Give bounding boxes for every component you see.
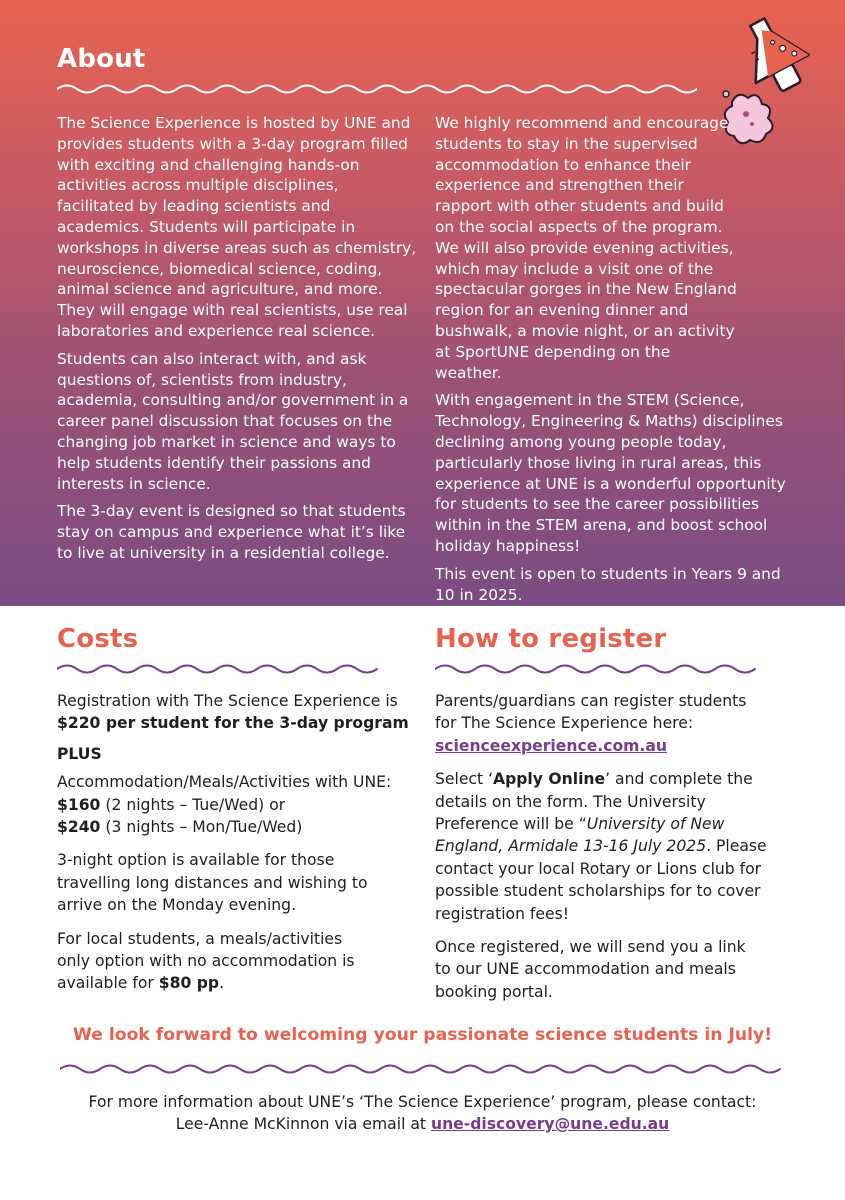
about-wave-divider xyxy=(57,82,697,96)
register-instructions xyxy=(435,768,785,925)
option-2-night-price: $160 xyxy=(57,795,101,814)
registration-price: $220 per student for the 3-day program xyxy=(57,714,409,733)
about-paragraph: Students can also interact with, and ask questions of, scientists from industry, academia, consulting and/or government in a career panel discussion that focuses on the changing job market in science and ways to help students identify their passions and interests in science. xyxy=(57,349,409,493)
preference-post: . Please contact your local Rotary or Lions club for possible student scholarships for to cover registration fees! xyxy=(435,837,767,923)
costs-body xyxy=(57,690,417,1006)
about-paragraph: This event is open to students in Years 9 and 10 in 2025. xyxy=(435,564,781,604)
option-3-night-price: $240 xyxy=(57,818,101,837)
accommodation-intro: Accommodation/Meals/Activities with UNE: xyxy=(57,773,392,792)
about-paragraph: The 3-day event is designed so that students stay on campus and experience what it’s like to live at university in a residential college. xyxy=(57,502,406,562)
three-night-note: 3-night option is available for those travelling long distances and wishing to arrive on the Monday evening. xyxy=(57,851,368,915)
costs-heading: Costs xyxy=(57,624,139,654)
option-3-night-text: (3 nights – Mon/Tue/Wed) xyxy=(100,818,303,837)
contact-email-link[interactable]: une-discovery@une.edu.au xyxy=(430,1115,670,1133)
science-experience-link[interactable]: scienceexperience.com.au xyxy=(435,736,667,755)
registration-info xyxy=(57,690,417,735)
about-paragraph: With engagement in the STEM (Science, Technology, Engineering & Maths) disciplines declining among young people today, particularly those living in rural areas, this experience at UNE is a wonderful opportunity for students to see the career possibilities within in the STEM arena, and boost school holiday happiness! xyxy=(435,391,786,555)
about-heading: About xyxy=(57,44,146,74)
about-left-column xyxy=(57,113,417,571)
register-wave-divider xyxy=(435,662,760,676)
closing-banner: We look forward to welcoming your passionate science students in July! xyxy=(72,1025,773,1045)
university-preference: University of New England, Armidale 13-16 July 2025 xyxy=(435,815,725,856)
local-price: $80 pp xyxy=(158,974,220,993)
contact-info xyxy=(0,1091,845,1135)
local-end: . xyxy=(219,974,225,993)
contact-line-1: For more information about UNE’s ‘The Science Experience’ program, please contact: xyxy=(88,1093,757,1111)
accommodation-options xyxy=(57,771,417,838)
about-paragraph: We highly recommend and encourage students to stay in the supervised accommodation to enhance their experience and strengthen their rapport with other students and build on the social aspects of the program. We will also provide evening activities, which may include a visit one of the spectacular gorges in the New England region for an evening dinner and bushwalk, a movie night, or an activity at SportUNE depending on the weather. xyxy=(435,114,737,382)
contact-name: Lee-Anne McKinnon via email at xyxy=(175,1115,431,1133)
contact-line-2 xyxy=(0,1113,845,1135)
register-intro: Parents/guardians can register students for The Science Experience here: xyxy=(435,692,747,733)
costs-wave-divider xyxy=(57,662,382,676)
plus-label: PLUS xyxy=(57,744,102,763)
local-students-note xyxy=(57,928,417,995)
local-text: For local students, a meals/activities only option with no accommodation is available for xyxy=(57,929,355,993)
about-paragraph: The Science Experience is hosted by UNE and provides students with a 3-day program filled with exciting and challenging hands-on activities across multiple disciplines, facilitated by leading scientists and academics. Students will participate in workshops in diverse areas such as chemistry, neuroscience, biomedical science, coding, animal science and agriculture, and more. They will engage with real scientists, use real laboratories and experience real science. xyxy=(57,114,417,340)
select-post: ’ and complete the details on the form. The University Preference will be “ xyxy=(435,770,753,834)
register-heading: How to register xyxy=(435,624,667,654)
option-2-night-text: (2 nights – Tue/Wed) or xyxy=(100,795,286,814)
registration-text: Registration with The Science Experience is xyxy=(57,692,398,710)
select-pre: Select ‘ xyxy=(435,770,494,789)
apply-online-label: Apply Online xyxy=(493,770,606,789)
closing-wave-divider xyxy=(60,1062,790,1076)
register-body xyxy=(435,690,785,1014)
register-intro-block xyxy=(435,690,785,757)
once-registered-note: Once registered, we will send you a link to our UNE accommodation and meals booking portal. xyxy=(435,938,746,1001)
about-right-column xyxy=(435,113,797,612)
